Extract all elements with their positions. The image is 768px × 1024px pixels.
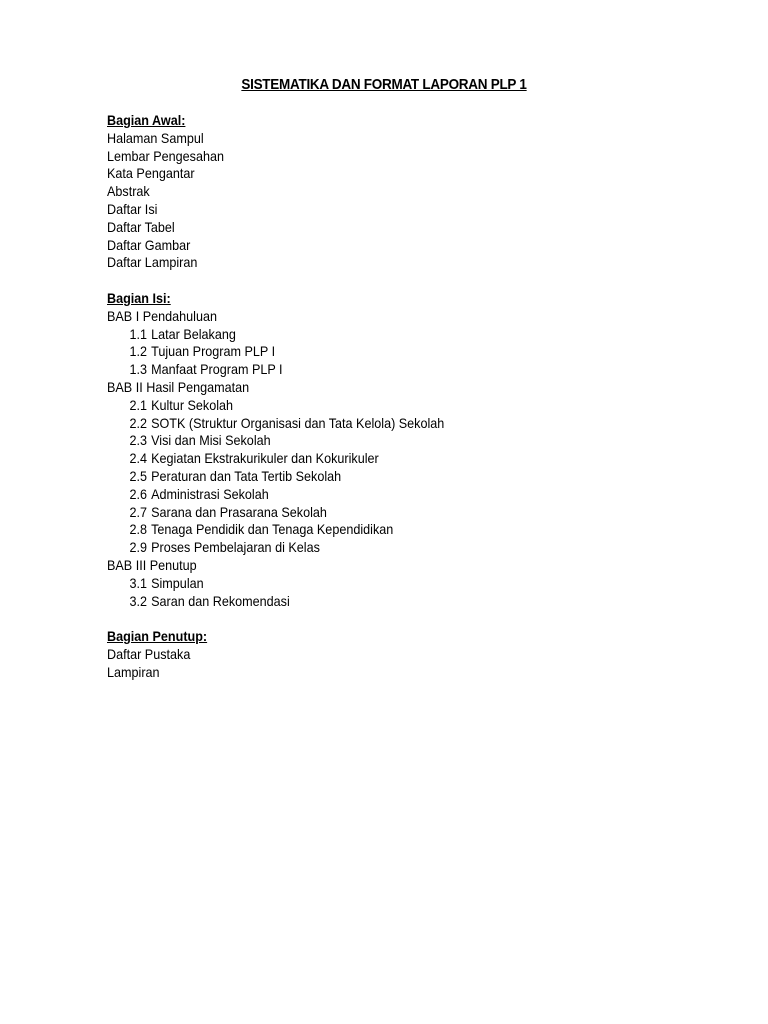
subsection-number: 2.2 [129, 414, 148, 431]
subsection-number: 3.2 [129, 592, 148, 609]
blank-line [107, 610, 665, 628]
subsection-number: 2.3 [129, 432, 148, 449]
subsection-item [107, 575, 665, 593]
section-heading-bagian-isi: Bagian Isi: [107, 289, 171, 306]
subsection-text: Tenaga Pendidik dan Tenaga Kependidikan [151, 521, 394, 538]
subsection-item [107, 361, 665, 379]
list-item: Lembar Pengesahan [107, 147, 224, 164]
subsection-text: Simpulan [151, 574, 204, 591]
list-item: Kata Pengantar [107, 165, 195, 182]
subsection-number: 2.9 [129, 539, 148, 556]
section-bagian-awal [107, 112, 665, 272]
subsection-item [107, 539, 665, 557]
subsection-item [107, 415, 665, 433]
subsection-item [107, 397, 665, 415]
document-title: SISTEMATIKA DAN FORMAT LAPORAN PLP 1 [241, 76, 527, 93]
subsection-text: Peraturan dan Tata Tertib Sekolah [151, 467, 342, 484]
subsection-item [107, 468, 665, 486]
subsection-text: Sarana dan Prasarana Sekolah [151, 503, 327, 520]
section-heading-bagian-penutup: Bagian Penutup: [107, 628, 208, 645]
subsection-number: 1.1 [129, 325, 148, 342]
subsection-text: Latar Belakang [151, 325, 236, 342]
subsection-item [107, 593, 665, 611]
subsection-number: 2.7 [129, 503, 148, 520]
list-item: Daftar Pustaka [107, 645, 191, 662]
list-item: Halaman Sampul [107, 129, 204, 146]
subsection-text: Kegiatan Ekstrakurikuler dan Kokurikuler [151, 450, 379, 467]
subsection-number: 2.6 [129, 485, 148, 502]
subsection-text: SOTK (Struktur Organisasi dan Tata Kelola) Sekolah [151, 414, 445, 431]
subsection-number: 1.3 [129, 361, 148, 378]
section-bagian-isi [107, 290, 665, 610]
list-item: Daftar Isi [107, 200, 158, 217]
list-item: Daftar Tabel [107, 218, 175, 235]
list-item: Daftar Gambar [107, 236, 191, 253]
subsection-number: 1.2 [129, 343, 148, 360]
document-body [107, 112, 665, 682]
section-bagian-penutup [107, 628, 665, 681]
subsection-item [107, 486, 665, 504]
subsection-text: Manfaat Program PLP I [151, 361, 283, 378]
list-item: Daftar Lampiran [107, 254, 198, 271]
subsection-number: 2.8 [129, 521, 148, 538]
list-item: Abstrak [107, 183, 150, 200]
subsection-number: 2.4 [129, 450, 148, 467]
chapter-title: BAB II Hasil Pengamatan [107, 378, 250, 395]
subsection-text: Saran dan Rekomendasi [151, 592, 290, 609]
subsection-item [107, 432, 665, 450]
subsection-item [107, 326, 665, 344]
subsection-item [107, 343, 665, 361]
subsection-text: Administrasi Sekolah [151, 485, 269, 502]
chapter-title: BAB I Pendahuluan [107, 307, 217, 324]
subsection-text: Visi dan Misi Sekolah [151, 432, 271, 449]
subsection-text: Proses Pembelajaran di Kelas [151, 539, 320, 556]
subsection-number: 3.1 [129, 574, 148, 591]
subsection-number: 2.1 [129, 396, 148, 413]
subsection-text: Tujuan Program PLP I [151, 343, 276, 360]
subsection-item [107, 521, 665, 539]
chapter-title: BAB III Penutup [107, 556, 197, 573]
subsection-number: 2.5 [129, 467, 148, 484]
blank-line [107, 272, 665, 290]
subsection-item [107, 450, 665, 468]
subsection-item [107, 504, 665, 522]
subsection-text: Kultur Sekolah [151, 396, 234, 413]
list-item: Lampiran [107, 663, 160, 680]
section-heading-bagian-awal: Bagian Awal: [107, 112, 186, 128]
